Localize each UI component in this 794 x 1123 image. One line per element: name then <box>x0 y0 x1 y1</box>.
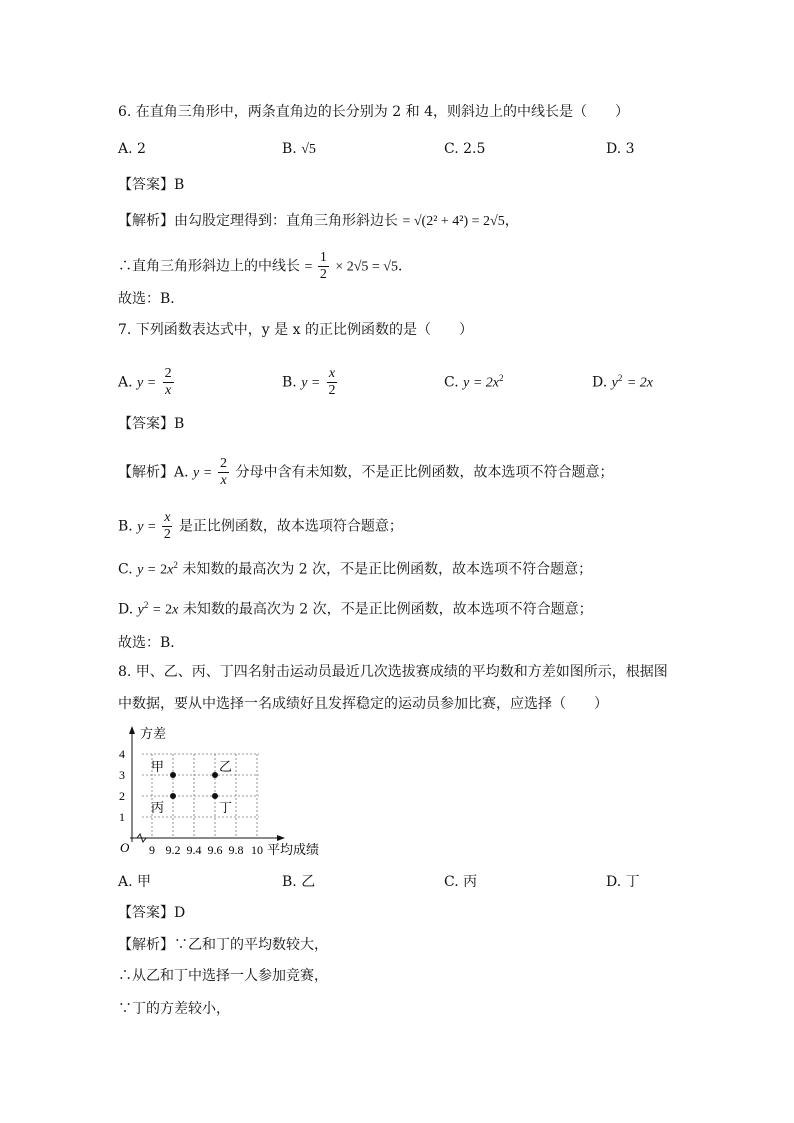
q7-b-expr: y = <box>301 375 321 391</box>
q7-b-num: x <box>328 366 336 381</box>
q8-answer: 【答案】D <box>118 905 186 921</box>
q6-option-b-math: √5 <box>301 142 316 157</box>
q7-a-num: 2 <box>164 366 172 381</box>
x-tick-label: 9.6 <box>207 843 223 857</box>
y-tick-label: 1 <box>119 810 125 824</box>
q6-half-fraction: $\frac{1}{2}$ <box>319 250 327 282</box>
q7-analysis-c: C. $y = 2x^2$ 未知数的最高次为 2 次，不是正比例函数，故本选项不符合题意； <box>118 560 593 578</box>
y-axis-arrow <box>129 726 135 734</box>
origin-label: O <box>120 840 130 855</box>
data-point <box>170 793 176 799</box>
y-axis-title: 方差 <box>140 727 167 742</box>
data-point <box>212 772 218 778</box>
chart-axes <box>119 726 319 858</box>
y-tick-label: 4 <box>119 747 125 761</box>
q7-analysis-b: B. y = $\frac{x}{2}$ 是正比例函数，故本选项符合题意； <box>118 510 403 542</box>
q7-analysis-c-prefix: C. <box>118 561 133 578</box>
q7-analysis-c-text: 未知数的最高次为 2 次，不是正比例函数，故本选项不符合题意； <box>182 561 593 578</box>
q7-analysis-b-prefix: B. <box>118 518 133 535</box>
y-tick-label: 2 <box>119 789 125 803</box>
data-point <box>170 772 176 778</box>
q7-analysis-d: D. $y^2 = 2x$ 未知数的最高次为 2 次，不是正比例函数，故本选项不符合题意； <box>118 600 593 618</box>
q7-analysis-d-prefix: D. <box>118 601 134 618</box>
q6-option-b <box>282 139 316 160</box>
q6-option-a: A. 2 <box>118 141 146 157</box>
q7-analysis-a-prefix: 【解析】A. <box>118 464 189 481</box>
x-axis-title: 平均成绩 <box>267 843 320 858</box>
variance-scatter-chart <box>110 720 350 865</box>
x-axis-arrow <box>277 835 285 841</box>
x-tick-label: 10 <box>251 843 263 857</box>
q7-b-fraction <box>327 366 337 399</box>
q8-analysis-3: ∵丁的方差较小， <box>118 1001 230 1017</box>
q6-conclusion: 故选：B． <box>118 291 185 307</box>
q8-analysis-2: ∴从乙和丁中选择一人参加竞赛， <box>118 968 328 984</box>
q7-option-d: D. $y^2 = 2x$ <box>592 373 653 391</box>
data-point-label: 丁 <box>219 801 233 816</box>
q7-b-den: 2 <box>328 383 336 398</box>
q7-d-expr: = 2x <box>626 375 653 391</box>
q6-stem: 6. 在直角三角形中，两条直角边的长分别为 2 和 4，则斜边上的中线长是（ ） <box>118 104 629 120</box>
q7-analysis-a-text: 分母中含有未知数，不是正比例函数，故本选项不符合题意； <box>235 464 614 481</box>
q6-answer: 【答案】B <box>118 177 185 193</box>
q6-option-b-label: B. <box>282 141 297 157</box>
data-point-label: 甲 <box>151 760 165 775</box>
q8-stem-1: 8. 甲、乙、丙、丁四名射击运动员最近几次选拔赛成绩的平均数和方差如图所示，根据图 <box>118 664 668 680</box>
q6-analysis-2: ∴直角三角形斜边上的中线长 = $\frac{1}{2}$ × 2√5 = √5． <box>118 250 412 282</box>
q7-option-b <box>282 366 339 399</box>
q6-option-d: D. 3 <box>606 141 635 157</box>
q7-a-label: A. <box>118 374 133 391</box>
q6-analysis-1 <box>118 211 519 232</box>
data-point-label: 丙 <box>151 801 165 816</box>
q7-answer: 【答案】B <box>118 416 185 432</box>
x-tick-label: 9 <box>149 843 155 857</box>
q7-analysis-b-text: 是正比例函数，故本选项符合题意； <box>178 518 403 535</box>
data-point-label: 乙 <box>219 760 233 775</box>
q7-c-label: C. <box>444 374 459 391</box>
q7-c-expr: y = 2x <box>463 375 499 391</box>
x-tick-label: 9.2 <box>165 843 181 857</box>
q7-stem: 7. 下列函数表达式中，y 是 x 的正比例函数的是（ ） <box>118 322 473 338</box>
q6-option-c: C. 2.5 <box>444 141 486 157</box>
q8-analysis-1: 【解析】∵乙和丁的平均数较大， <box>118 937 328 953</box>
q8-option-d: D. 丁 <box>606 874 640 890</box>
q6-analysis2-text: ∴直角三角形斜边上的中线长 <box>118 258 300 275</box>
q6-analysis-text: 【解析】由勾股定理得到：直角三角形斜边长 <box>118 213 398 229</box>
x-tick-label: 9.8 <box>228 843 244 857</box>
q7-a-expr: y = <box>137 375 157 391</box>
q7-a-fraction <box>163 366 174 399</box>
chart-marks <box>151 760 232 816</box>
q7-analysis-a: 【解析】A. y = $\frac{2}{x}$ 分母中含有未知数，不是正比例函数，故本选项不符合题意； <box>118 456 614 488</box>
q7-a-den: x <box>165 383 172 398</box>
x-tick-label: 9.4 <box>186 843 202 857</box>
q6-analysis2-eq: × 2√5 = √5． <box>335 259 412 275</box>
q7-d-label: D. <box>592 374 608 391</box>
q8-stem-2: 中数据，要从中选择一名成绩好且发挥稳定的运动员参加比赛，应选择（ ） <box>118 696 608 712</box>
q8-option-b: B. 乙 <box>282 874 316 890</box>
q7-option-a <box>118 366 176 399</box>
q7-conclusion: 故选：B． <box>118 635 185 651</box>
q8-option-c: C. 丙 <box>444 874 478 890</box>
q7-option-c: C. $y = 2x^2$ <box>444 373 504 391</box>
q7-analysis-d-text: 未知数的最高次为 2 次，不是正比例函数，故本选项不符合题意； <box>182 601 593 618</box>
data-point <box>212 793 218 799</box>
q8-option-a: A. 甲 <box>118 874 152 890</box>
y-tick-label: 3 <box>119 768 125 782</box>
q6-analysis-eq: = √(2² + 4²) = 2√5， <box>402 214 519 229</box>
q7-b-label: B. <box>282 374 297 391</box>
